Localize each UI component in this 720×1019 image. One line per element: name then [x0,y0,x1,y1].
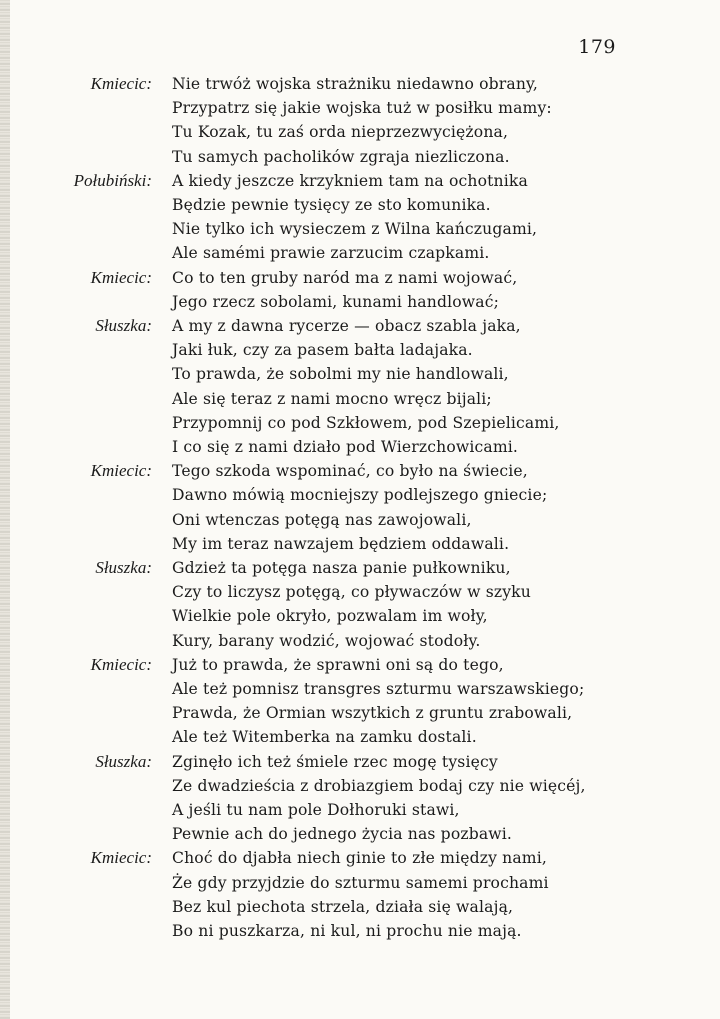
verse-line: Jego rzecz sobolami, kunami handlować; [172,292,499,311]
verse-line: Prawda, że Ormian wszytkich z gruntu zrabowali, [172,704,573,723]
verse-line: Tego szkoda wspominać, co było na świecie, [172,462,528,481]
verse-line: Ze dwadzieścia z drobiazgiem bodaj czy nie więcéj, [172,776,586,795]
verse-line: Pewnie ach do jednego życia nas pozbawi. [172,825,513,844]
verse-line: Ale też pomnisz transgres szturmu warszawskiego; [172,679,585,698]
verse-line: Gdzież ta potęga nasza panie pułkowniku, [172,559,511,577]
verse-line: Bo ni puszkarza, ni kul, ni prochu nie mają. [172,921,522,940]
verse-line: My im teraz nawzajem będziem oddawali. [172,534,510,553]
verse-line: Nie tylko ich wysieczem z Wilna kańczugami, [172,220,538,239]
speaker-name: Słuszka: [95,751,152,771]
verse-line: A kiedy jeszcze krzykniem tam na ochotnika [172,171,528,190]
verse-line: Już to prawda, że sprawni oni są do tego, [172,655,504,674]
verse-line: A my z dawna rycerze — obacz szabla jaka, [172,317,521,335]
verse-line: Że gdy przyjdzie do szturmu samemi prochami [172,873,549,892]
verse-line: Będzie pewnie tysięcy ze sto komunika. [172,195,491,214]
verse-line: Choć do djabła niech ginie to złe między nami, [172,849,547,868]
page-number: 179 [578,36,616,58]
speaker-name: Połubiński: [73,170,152,190]
verse-line: Przypomnij co pod Szkłowem, pod Szepielicami, [172,413,560,432]
verse-line: Zginęło ich też śmiele rzec mogę tysięcy [172,752,498,771]
verse-line: Ale się teraz z nami mocno wręcz bijali; [172,389,492,408]
speaker-name: Kmiecic: [90,848,152,868]
speaker-name: Kmiecic: [90,654,152,674]
verse-line: Ale samémi prawie zarzucim czapkami. [172,244,490,263]
verse-line: Przypatrz się jakie wojska tuż w posiłku mamy: [172,99,552,118]
verse-line: Kury, barany wodzić, wojować stodoły. [172,631,481,650]
verse-line: Czy to liczysz potęgą, co pływaczów w szyku [172,583,531,602]
speaker-name: Słuszka: [95,316,152,335]
verse-line: Nie trwóż wojska strażniku niedawno obrany, [172,75,539,93]
speaker-name: Kmiecic: [90,461,152,481]
verse-line: Tu samych pacholików zgraja niezliczona. [172,147,510,166]
speaker-name: Kmiecic: [90,267,152,287]
verse-line: A jeśli tu nam pole Dołhoruki stawi, [172,800,460,819]
verse-line: Co to ten gruby naród ma z nami wojować, [172,268,518,287]
verse-line: I co się z nami działo pod Wierzchowicami. [172,438,519,456]
verse-line: Jaki łuk, czy za pasem bałta ladajaka. [172,341,473,360]
verse-line: Ale też Witemberka na zamku dostali. [172,728,477,747]
verse-line: Dawno mówią mocniejszy podlejszego gniecie; [172,486,548,505]
speaker-name: Słuszka: [95,558,152,577]
verse-line: Oni wtenczas potęgą nas zawojowali, [172,510,472,529]
speaker-name: Kmiecic: [90,74,152,93]
verse-line: Bez kul piechota strzela, działa się walają, [172,897,514,916]
verse-line: Wielkie pole okryło, pozwalam im woły, [172,607,488,626]
verse-line: To prawda, że sobolmi my nie handlowali, [172,365,509,384]
verse-line: Tu Kozak, tu zaś orda nieprzezwyciężona, [172,123,509,142]
